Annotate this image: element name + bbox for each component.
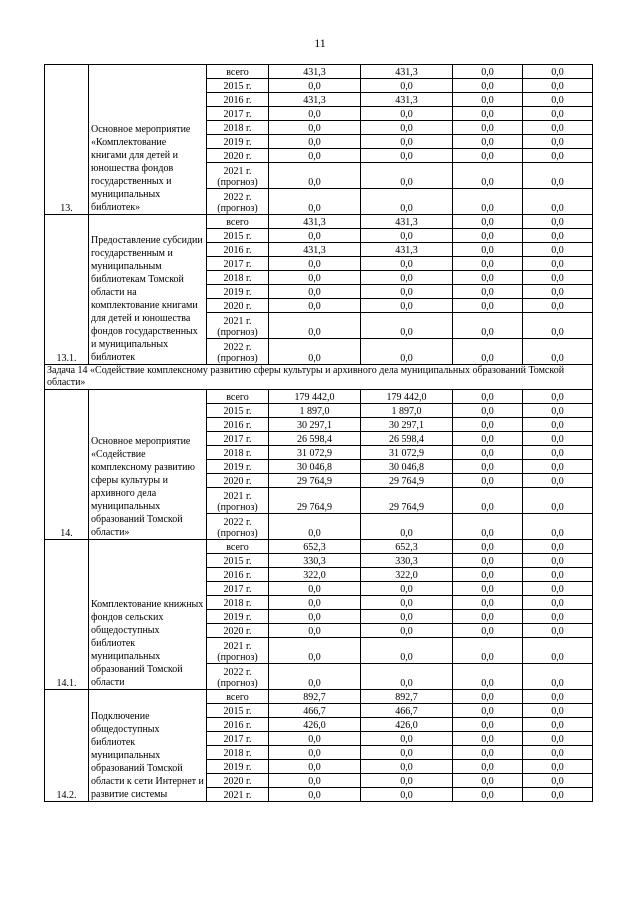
year-cell bbox=[207, 189, 269, 215]
year-label: 2021 г. bbox=[223, 641, 252, 652]
value-cell: 0,0 bbox=[269, 760, 361, 774]
task-heading: Задача 14 «Содействие комплексному развитию сферы культуры и архивного дела муниципальных образований Томской области» bbox=[45, 365, 593, 390]
year-label: 2019 г. bbox=[223, 762, 252, 773]
value-cell: 0,0 bbox=[523, 390, 593, 404]
value-cell: 0,0 bbox=[523, 664, 593, 690]
value-cell: 0,0 bbox=[453, 488, 523, 514]
value-cell: 0,0 bbox=[523, 568, 593, 582]
value-cell: 0,0 bbox=[361, 339, 453, 365]
year-label: 2022 г. bbox=[223, 342, 252, 353]
year-label: 2016 г. bbox=[223, 570, 252, 581]
value-cell: 0,0 bbox=[523, 149, 593, 163]
year-label: 2015 г. bbox=[223, 81, 252, 92]
year-label: 2017 г. bbox=[223, 109, 252, 120]
value-cell: 0,0 bbox=[523, 79, 593, 93]
year-cell bbox=[207, 65, 269, 79]
year-label: 2017 г. bbox=[223, 734, 252, 745]
value-cell: 0,0 bbox=[269, 624, 361, 638]
value-cell: 0,0 bbox=[453, 189, 523, 215]
value-cell: 0,0 bbox=[361, 299, 453, 313]
year-cell bbox=[207, 514, 269, 540]
year-cell bbox=[207, 446, 269, 460]
year-cell bbox=[207, 610, 269, 624]
value-cell: 30 297,1 bbox=[361, 418, 453, 432]
year-label: 2016 г. bbox=[223, 95, 252, 106]
year-label: 2022 г. bbox=[223, 667, 252, 678]
value-cell: 0,0 bbox=[361, 135, 453, 149]
value-cell: 29 764,9 bbox=[361, 474, 453, 488]
value-cell: 0,0 bbox=[361, 257, 453, 271]
value-cell: 0,0 bbox=[453, 664, 523, 690]
value-cell: 652,3 bbox=[269, 540, 361, 554]
value-cell: 0,0 bbox=[523, 596, 593, 610]
value-cell: 0,0 bbox=[523, 460, 593, 474]
value-cell: 431,3 bbox=[361, 93, 453, 107]
value-cell: 31 072,9 bbox=[361, 446, 453, 460]
year-label: всего bbox=[226, 392, 249, 403]
year-cell bbox=[207, 404, 269, 418]
value-cell: 0,0 bbox=[361, 163, 453, 189]
value-cell: 26 598,4 bbox=[269, 432, 361, 446]
value-cell: 0,0 bbox=[361, 664, 453, 690]
value-cell: 0,0 bbox=[361, 774, 453, 788]
value-cell: 0,0 bbox=[453, 257, 523, 271]
year-label: 2021 г. bbox=[223, 790, 252, 801]
year-label: 2020 г. bbox=[223, 476, 252, 487]
value-cell: 0,0 bbox=[453, 135, 523, 149]
value-cell: 0,0 bbox=[269, 299, 361, 313]
value-cell: 0,0 bbox=[361, 514, 453, 540]
value-cell: 0,0 bbox=[523, 285, 593, 299]
value-cell: 29 764,9 bbox=[269, 488, 361, 514]
table-row bbox=[45, 65, 593, 79]
year-cell bbox=[207, 760, 269, 774]
year-label: 2019 г. bbox=[223, 137, 252, 148]
value-cell: 892,7 bbox=[269, 690, 361, 704]
value-cell: 0,0 bbox=[361, 760, 453, 774]
task-row bbox=[45, 365, 593, 390]
value-cell: 0,0 bbox=[523, 418, 593, 432]
value-cell: 0,0 bbox=[453, 229, 523, 243]
value-cell: 0,0 bbox=[269, 121, 361, 135]
value-cell: 0,0 bbox=[523, 746, 593, 760]
year-label: 2022 г. bbox=[223, 192, 252, 203]
value-cell: 0,0 bbox=[453, 285, 523, 299]
year-label: 2015 г. bbox=[223, 406, 252, 417]
value-cell: 0,0 bbox=[269, 107, 361, 121]
year-label: 2019 г. bbox=[223, 462, 252, 473]
value-cell: 0,0 bbox=[453, 624, 523, 638]
year-cell bbox=[207, 271, 269, 285]
value-cell: 26 598,4 bbox=[361, 432, 453, 446]
value-cell: 0,0 bbox=[453, 568, 523, 582]
forecast-label: (прогноз) bbox=[217, 502, 258, 513]
year-cell bbox=[207, 690, 269, 704]
year-label: 2018 г. bbox=[223, 598, 252, 609]
table-body bbox=[45, 65, 593, 802]
value-cell: 0,0 bbox=[453, 313, 523, 339]
year-label: всего bbox=[226, 692, 249, 703]
year-cell bbox=[207, 149, 269, 163]
value-cell: 0,0 bbox=[269, 189, 361, 215]
value-cell: 31 072,9 bbox=[269, 446, 361, 460]
table-row bbox=[45, 390, 593, 404]
value-cell: 431,3 bbox=[361, 65, 453, 79]
value-cell: 30 297,1 bbox=[269, 418, 361, 432]
value-cell: 426,0 bbox=[361, 718, 453, 732]
value-cell: 322,0 bbox=[269, 568, 361, 582]
value-cell: 0,0 bbox=[269, 514, 361, 540]
item-number: 14. bbox=[45, 390, 89, 540]
value-cell: 0,0 bbox=[361, 582, 453, 596]
year-label: всего bbox=[226, 217, 249, 228]
value-cell: 0,0 bbox=[523, 215, 593, 229]
value-cell: 0,0 bbox=[361, 638, 453, 664]
item-description: Основное мероприятие «Комплектование книгами для детей и юношества фондов государственных и муниципальных библиотек» bbox=[89, 65, 207, 215]
year-label: 2018 г. bbox=[223, 123, 252, 134]
value-cell: 0,0 bbox=[523, 189, 593, 215]
value-cell: 0,0 bbox=[361, 624, 453, 638]
year-label: 2020 г. bbox=[223, 776, 252, 787]
year-cell bbox=[207, 313, 269, 339]
value-cell: 0,0 bbox=[453, 514, 523, 540]
value-cell: 179 442,0 bbox=[269, 390, 361, 404]
value-cell: 0,0 bbox=[361, 149, 453, 163]
year-label: 2020 г. bbox=[223, 151, 252, 162]
value-cell: 0,0 bbox=[269, 638, 361, 664]
year-cell bbox=[207, 339, 269, 365]
value-cell: 466,7 bbox=[361, 704, 453, 718]
value-cell: 0,0 bbox=[269, 79, 361, 93]
year-cell bbox=[207, 163, 269, 189]
year-cell bbox=[207, 554, 269, 568]
year-cell bbox=[207, 638, 269, 664]
value-cell: 0,0 bbox=[453, 215, 523, 229]
table-row bbox=[45, 215, 593, 229]
forecast-label: (прогноз) bbox=[217, 652, 258, 663]
year-cell bbox=[207, 243, 269, 257]
year-cell bbox=[207, 568, 269, 582]
year-cell bbox=[207, 596, 269, 610]
value-cell: 0,0 bbox=[523, 488, 593, 514]
value-cell: 0,0 bbox=[453, 404, 523, 418]
forecast-label: (прогноз) bbox=[217, 177, 258, 188]
value-cell: 0,0 bbox=[453, 788, 523, 802]
value-cell: 0,0 bbox=[453, 610, 523, 624]
value-cell: 0,0 bbox=[453, 582, 523, 596]
item-description: Комплектование книжных фондов сельских общедоступных библиотек муниципальных образований Томской области bbox=[89, 540, 207, 690]
table-row bbox=[45, 690, 593, 704]
value-cell: 0,0 bbox=[523, 446, 593, 460]
value-cell: 0,0 bbox=[523, 404, 593, 418]
value-cell: 1 897,0 bbox=[361, 404, 453, 418]
year-cell bbox=[207, 624, 269, 638]
year-label: всего bbox=[226, 542, 249, 553]
year-cell bbox=[207, 474, 269, 488]
value-cell: 0,0 bbox=[269, 285, 361, 299]
value-cell: 0,0 bbox=[453, 243, 523, 257]
year-label: 2015 г. bbox=[223, 706, 252, 717]
value-cell: 0,0 bbox=[523, 610, 593, 624]
page-number: 11 bbox=[314, 36, 326, 50]
value-cell: 0,0 bbox=[269, 149, 361, 163]
year-label: 2018 г. bbox=[223, 448, 252, 459]
value-cell: 0,0 bbox=[453, 65, 523, 79]
value-cell: 0,0 bbox=[269, 788, 361, 802]
year-cell bbox=[207, 732, 269, 746]
item-number: 13. bbox=[45, 65, 89, 215]
year-label: 2016 г. bbox=[223, 720, 252, 731]
year-label: 2018 г. bbox=[223, 273, 252, 284]
value-cell: 0,0 bbox=[453, 271, 523, 285]
value-cell: 0,0 bbox=[523, 93, 593, 107]
value-cell: 652,3 bbox=[361, 540, 453, 554]
value-cell: 29 764,9 bbox=[269, 474, 361, 488]
value-cell: 0,0 bbox=[269, 271, 361, 285]
value-cell: 0,0 bbox=[269, 339, 361, 365]
value-cell: 0,0 bbox=[523, 704, 593, 718]
year-cell bbox=[207, 664, 269, 690]
year-label: 2021 г. bbox=[223, 491, 252, 502]
value-cell: 0,0 bbox=[523, 514, 593, 540]
year-label: 2022 г. bbox=[223, 517, 252, 528]
value-cell: 0,0 bbox=[361, 189, 453, 215]
funding-table bbox=[44, 64, 593, 802]
value-cell: 0,0 bbox=[523, 788, 593, 802]
value-cell: 0,0 bbox=[453, 107, 523, 121]
value-cell: 0,0 bbox=[269, 596, 361, 610]
value-cell: 0,0 bbox=[523, 271, 593, 285]
year-label: 2019 г. bbox=[223, 612, 252, 623]
value-cell: 0,0 bbox=[453, 704, 523, 718]
value-cell: 0,0 bbox=[453, 432, 523, 446]
year-cell bbox=[207, 432, 269, 446]
year-label: 2021 г. bbox=[223, 316, 252, 327]
year-cell bbox=[207, 746, 269, 760]
value-cell: 0,0 bbox=[453, 718, 523, 732]
value-cell: 0,0 bbox=[269, 664, 361, 690]
value-cell: 0,0 bbox=[453, 93, 523, 107]
value-cell: 0,0 bbox=[269, 229, 361, 243]
year-label: 2016 г. bbox=[223, 420, 252, 431]
value-cell: 0,0 bbox=[361, 732, 453, 746]
value-cell: 0,0 bbox=[361, 285, 453, 299]
year-cell bbox=[207, 229, 269, 243]
value-cell: 0,0 bbox=[269, 313, 361, 339]
value-cell: 0,0 bbox=[523, 540, 593, 554]
year-label: 2016 г. bbox=[223, 245, 252, 256]
value-cell: 431,3 bbox=[269, 215, 361, 229]
value-cell: 30 046,8 bbox=[269, 460, 361, 474]
year-label: 2018 г. bbox=[223, 748, 252, 759]
value-cell: 1 897,0 bbox=[269, 404, 361, 418]
value-cell: 322,0 bbox=[361, 568, 453, 582]
year-cell bbox=[207, 285, 269, 299]
item-description: Предоставление субсидии государственным и муниципальным библиотекам Томской области на комплектование книгами для детей и юношества фондов государственных и муниципальных библиотек bbox=[89, 215, 207, 365]
value-cell: 0,0 bbox=[361, 79, 453, 93]
year-cell bbox=[207, 390, 269, 404]
value-cell: 30 046,8 bbox=[361, 460, 453, 474]
value-cell: 0,0 bbox=[453, 390, 523, 404]
value-cell: 426,0 bbox=[269, 718, 361, 732]
value-cell: 0,0 bbox=[523, 582, 593, 596]
value-cell: 0,0 bbox=[361, 313, 453, 339]
year-cell bbox=[207, 107, 269, 121]
value-cell: 0,0 bbox=[453, 163, 523, 189]
value-cell: 0,0 bbox=[269, 732, 361, 746]
value-cell: 0,0 bbox=[523, 229, 593, 243]
value-cell: 892,7 bbox=[361, 690, 453, 704]
year-label: 2015 г. bbox=[223, 556, 252, 567]
value-cell: 0,0 bbox=[453, 418, 523, 432]
value-cell: 0,0 bbox=[523, 339, 593, 365]
value-cell: 0,0 bbox=[453, 149, 523, 163]
value-cell: 0,0 bbox=[453, 732, 523, 746]
value-cell: 0,0 bbox=[453, 690, 523, 704]
year-label: 2020 г. bbox=[223, 626, 252, 637]
year-label: 2015 г. bbox=[223, 231, 252, 242]
year-cell bbox=[207, 774, 269, 788]
forecast-label: (прогноз) bbox=[217, 678, 258, 689]
year-label: 2020 г. bbox=[223, 301, 252, 312]
value-cell: 0,0 bbox=[523, 774, 593, 788]
value-cell: 431,3 bbox=[269, 243, 361, 257]
value-cell: 0,0 bbox=[453, 638, 523, 664]
value-cell: 0,0 bbox=[269, 746, 361, 760]
value-cell: 0,0 bbox=[361, 229, 453, 243]
value-cell: 0,0 bbox=[453, 774, 523, 788]
year-cell bbox=[207, 718, 269, 732]
year-label: 2021 г. bbox=[223, 166, 252, 177]
value-cell: 0,0 bbox=[361, 788, 453, 802]
value-cell: 0,0 bbox=[523, 65, 593, 79]
value-cell: 0,0 bbox=[523, 690, 593, 704]
value-cell: 0,0 bbox=[453, 339, 523, 365]
value-cell: 179 442,0 bbox=[361, 390, 453, 404]
year-cell bbox=[207, 215, 269, 229]
value-cell: 0,0 bbox=[523, 554, 593, 568]
forecast-label: (прогноз) bbox=[217, 528, 258, 539]
value-cell: 0,0 bbox=[523, 624, 593, 638]
year-cell bbox=[207, 257, 269, 271]
forecast-label: (прогноз) bbox=[217, 353, 258, 364]
value-cell: 0,0 bbox=[523, 732, 593, 746]
value-cell: 0,0 bbox=[453, 299, 523, 313]
value-cell: 0,0 bbox=[523, 432, 593, 446]
value-cell: 0,0 bbox=[453, 79, 523, 93]
year-label: 2017 г. bbox=[223, 584, 252, 595]
value-cell: 0,0 bbox=[523, 257, 593, 271]
forecast-label: (прогноз) bbox=[217, 203, 258, 214]
value-cell: 0,0 bbox=[269, 257, 361, 271]
value-cell: 466,7 bbox=[269, 704, 361, 718]
item-number: 14.1. bbox=[45, 540, 89, 690]
item-number: 13.1. bbox=[45, 215, 89, 365]
value-cell: 0,0 bbox=[361, 271, 453, 285]
year-cell bbox=[207, 488, 269, 514]
value-cell: 0,0 bbox=[269, 135, 361, 149]
year-cell bbox=[207, 135, 269, 149]
value-cell: 0,0 bbox=[523, 135, 593, 149]
value-cell: 330,3 bbox=[361, 554, 453, 568]
value-cell: 0,0 bbox=[269, 163, 361, 189]
value-cell: 0,0 bbox=[453, 760, 523, 774]
value-cell: 431,3 bbox=[269, 65, 361, 79]
table-row bbox=[45, 540, 593, 554]
year-cell bbox=[207, 460, 269, 474]
value-cell: 0,0 bbox=[523, 638, 593, 664]
value-cell: 0,0 bbox=[523, 718, 593, 732]
value-cell: 0,0 bbox=[453, 121, 523, 135]
value-cell: 0,0 bbox=[523, 163, 593, 189]
value-cell: 0,0 bbox=[453, 446, 523, 460]
value-cell: 0,0 bbox=[361, 610, 453, 624]
year-cell bbox=[207, 418, 269, 432]
year-cell bbox=[207, 93, 269, 107]
year-label: всего bbox=[226, 67, 249, 78]
value-cell: 0,0 bbox=[523, 313, 593, 339]
value-cell: 0,0 bbox=[453, 746, 523, 760]
value-cell: 0,0 bbox=[361, 596, 453, 610]
value-cell: 0,0 bbox=[523, 107, 593, 121]
year-cell bbox=[207, 788, 269, 802]
value-cell: 0,0 bbox=[523, 760, 593, 774]
value-cell: 0,0 bbox=[523, 121, 593, 135]
value-cell: 0,0 bbox=[523, 299, 593, 313]
year-cell bbox=[207, 79, 269, 93]
value-cell: 29 764,9 bbox=[361, 488, 453, 514]
item-number: 14.2. bbox=[45, 690, 89, 802]
value-cell: 0,0 bbox=[453, 554, 523, 568]
year-cell bbox=[207, 704, 269, 718]
value-cell: 0,0 bbox=[269, 610, 361, 624]
year-cell bbox=[207, 540, 269, 554]
value-cell: 0,0 bbox=[269, 582, 361, 596]
item-description: Основное мероприятие «Содействие комплексному развитию сферы культуры и архивного дела муниципальных образований Томской области» bbox=[89, 390, 207, 540]
value-cell: 431,3 bbox=[361, 243, 453, 257]
year-label: 2019 г. bbox=[223, 287, 252, 298]
value-cell: 0,0 bbox=[523, 474, 593, 488]
item-description: Подключение общедоступных библиотек муниципальных образований Томской области к сети Интернет и развитие системы bbox=[89, 690, 207, 802]
value-cell: 431,3 bbox=[269, 93, 361, 107]
value-cell: 0,0 bbox=[453, 460, 523, 474]
value-cell: 0,0 bbox=[453, 474, 523, 488]
value-cell: 0,0 bbox=[453, 540, 523, 554]
value-cell: 0,0 bbox=[523, 243, 593, 257]
forecast-label: (прогноз) bbox=[217, 327, 258, 338]
year-label: 2017 г. bbox=[223, 434, 252, 445]
value-cell: 330,3 bbox=[269, 554, 361, 568]
year-cell bbox=[207, 121, 269, 135]
value-cell: 0,0 bbox=[361, 121, 453, 135]
value-cell: 431,3 bbox=[361, 215, 453, 229]
value-cell: 0,0 bbox=[361, 107, 453, 121]
value-cell: 0,0 bbox=[269, 774, 361, 788]
year-cell bbox=[207, 582, 269, 596]
year-label: 2017 г. bbox=[223, 259, 252, 270]
value-cell: 0,0 bbox=[361, 746, 453, 760]
year-cell bbox=[207, 299, 269, 313]
value-cell: 0,0 bbox=[453, 596, 523, 610]
